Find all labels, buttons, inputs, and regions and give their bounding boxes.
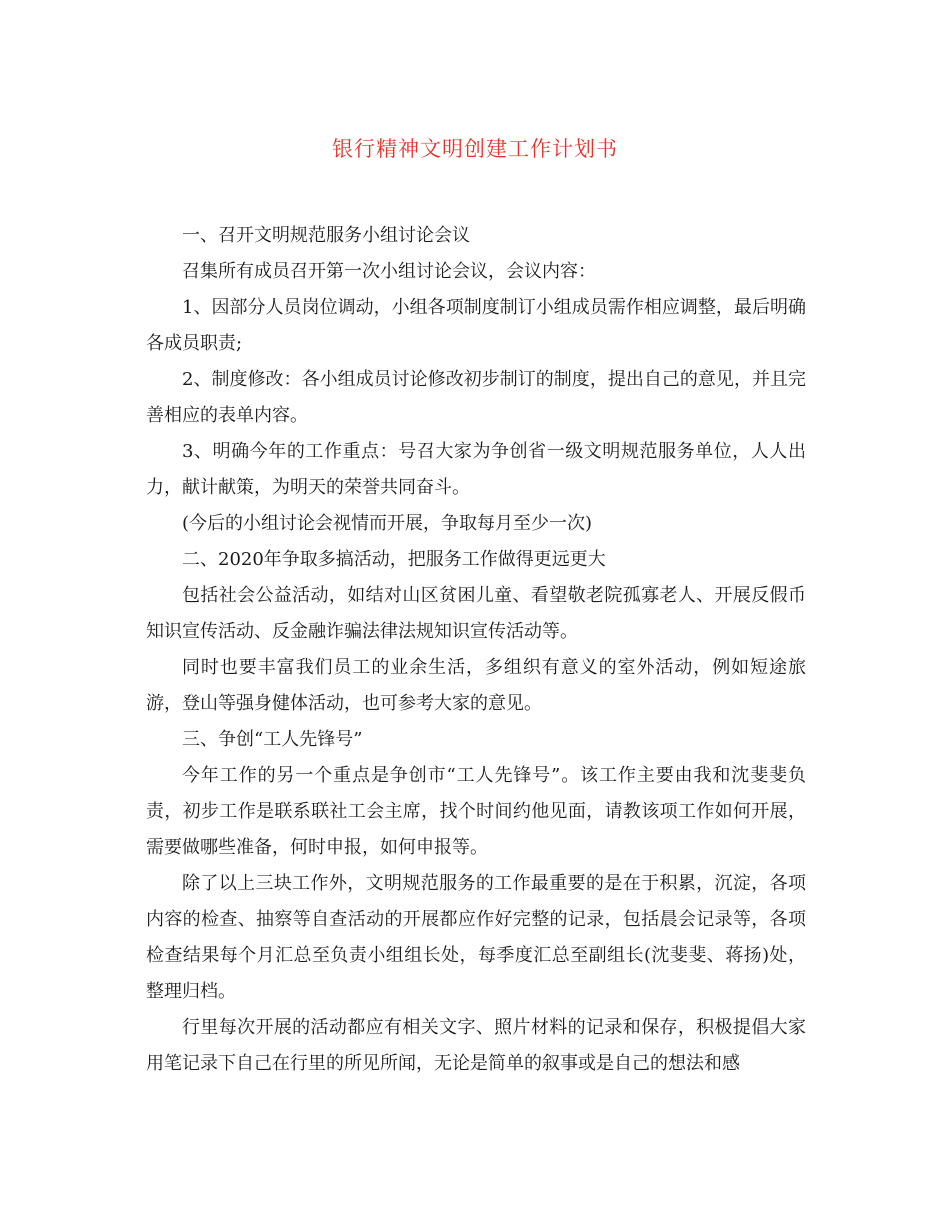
paragraph: 包括社会公益活动，如结对山区贫困儿童、看望敬老院孤寡老人、开展反假币知识宣传活动、反金融诈骗法律法规知识宣传活动等。 xyxy=(146,585,806,642)
paragraph: 同时也要丰富我们员工的业余生活，多组织有意义的室外活动，例如短途旅游，登山等强身健体活动，也可参考大家的意见。 xyxy=(146,657,806,714)
document-title: 银行精神文明创建工作计划书 xyxy=(332,137,618,161)
paragraph: 1、因部分人员岗位调动，小组各项制度制订小组成员需作相应调整，最后明确各成员职责; xyxy=(146,297,806,354)
section-heading-1: 一、召开文明规范服务小组讨论会议 xyxy=(182,225,470,246)
paragraph: (今后的小组讨论会视情而开展，争取每月至少一次) xyxy=(182,513,593,534)
paragraph: 行里每次开展的活动都应有相关文字、照片材料的记录和保存，积极提倡大家用笔记录下自己在行里的所见所闻，无论是简单的叙事或是自己的想法和感 xyxy=(146,1017,806,1074)
paragraph: 除了以上三块工作外，文明规范服务的工作最重要的是在于积累，沉淀，各项内容的检查、抽察等自查活动的开展都应作好完整的记录，包括晨会记录等，各项检查结果每个月汇总至负责小组组长处，每季度汇总至副组长(沈斐斐、蒋扬)处，整理归档。 xyxy=(146,873,806,1002)
section-heading-3: 三、争创“工人先锋号” xyxy=(182,729,363,750)
paragraph: 3、明确今年的工作重点：号召大家为争创省一级文明规范服务单位，人人出力，献计献策，为明天的荣誉共同奋斗。 xyxy=(146,441,806,498)
section-heading-2: 二、2020年争取多搞活动，把服务工作做得更远更大 xyxy=(182,549,606,570)
document-body xyxy=(146,218,806,1082)
paragraph: 2、制度修改：各小组成员讨论修改初步制订的制度，提出自己的意见，并且完善相应的表单内容。 xyxy=(146,369,806,426)
paragraph: 今年工作的另一个重点是争创市“工人先锋号”。该工作主要由我和沈斐斐负责，初步工作是联系联社工会主席，找个时间约他见面，请教该项工作如何开展，需要做哪些准备，何时申报，如何申报等。 xyxy=(146,765,806,858)
paragraph: 召集所有成员召开第一次小组讨论会议，会议内容： xyxy=(182,261,596,282)
